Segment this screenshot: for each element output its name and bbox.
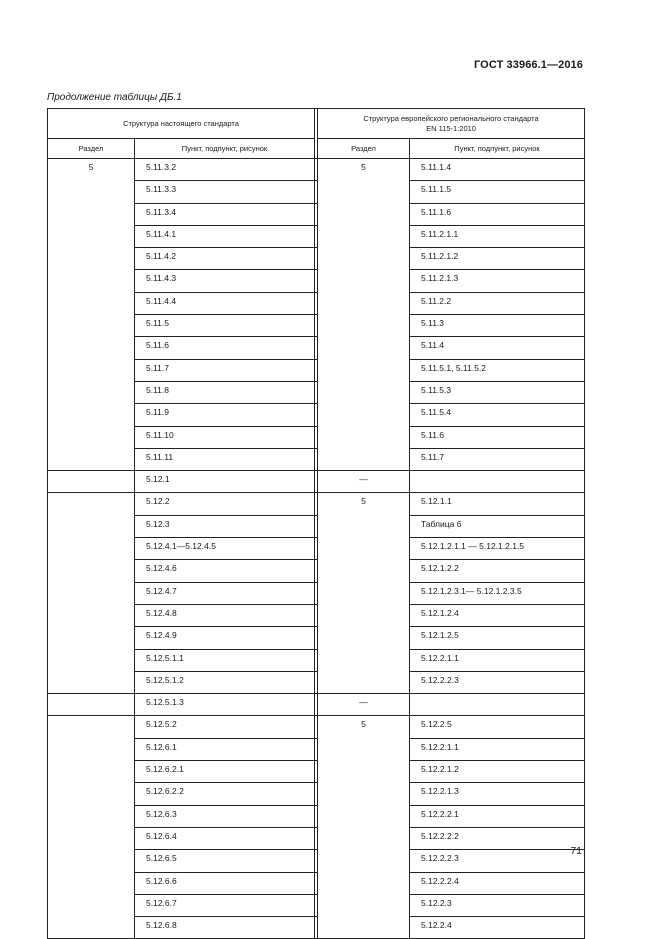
table-row xyxy=(48,426,585,448)
left-point-cell: 5.12.6.4 xyxy=(135,827,315,849)
table-row xyxy=(48,292,585,314)
table-row xyxy=(48,404,585,426)
left-section-cell xyxy=(48,381,135,403)
right-point-cell: 5.11.2.1.2 xyxy=(410,248,585,270)
left-point-cell: 5.12.3 xyxy=(135,515,315,537)
table-row xyxy=(48,560,585,582)
right-point-cell: Таблица 6 xyxy=(410,515,585,537)
left-section-cell xyxy=(48,738,135,760)
left-point-cell: 5.12.4.7 xyxy=(135,582,315,604)
right-point-cell: 5.12.1.2.1.1 — 5.12.1.2.1.5 xyxy=(410,538,585,560)
right-point-cell: 5.12.2.5 xyxy=(410,716,585,738)
right-section-cell xyxy=(318,315,410,337)
right-section-cell xyxy=(318,627,410,649)
table-row xyxy=(48,894,585,916)
right-section-cell xyxy=(318,225,410,247)
left-section-cell xyxy=(48,270,135,292)
right-section-cell xyxy=(318,761,410,783)
right-point-cell: 5.12.2.4 xyxy=(410,917,585,939)
right-section-cell xyxy=(318,181,410,203)
right-point-cell: 5.11.2.1.3 xyxy=(410,270,585,292)
left-section-cell xyxy=(48,493,135,515)
page-number: 71 xyxy=(570,845,582,857)
table-row xyxy=(48,917,585,939)
right-section-cell xyxy=(318,359,410,381)
right-point-cell: 5.11.5.3 xyxy=(410,381,585,403)
left-section-cell xyxy=(48,337,135,359)
right-section-cell xyxy=(318,560,410,582)
table-row xyxy=(48,181,585,203)
table-row xyxy=(48,203,585,225)
left-point-cell: 5.11.3.4 xyxy=(135,203,315,225)
table-row xyxy=(48,381,585,403)
right-point-cell: 5.12.2.2.2 xyxy=(410,827,585,849)
left-section-cell xyxy=(48,203,135,225)
left-section-cell xyxy=(48,783,135,805)
right-point-cell xyxy=(410,471,585,493)
right-point-cell: 5.12.1.2.2 xyxy=(410,560,585,582)
right-header-line2: EN 115-1:2010 xyxy=(426,123,476,133)
right-header-line1: Структура европейского регионального стандарта xyxy=(363,113,539,123)
table-row xyxy=(48,805,585,827)
left-point-cell: 5.12.2 xyxy=(135,493,315,515)
right-section-cell xyxy=(318,515,410,537)
left-point-cell: 5.11.8 xyxy=(135,381,315,403)
left-point-cell: 5.12.4.8 xyxy=(135,604,315,626)
table-row xyxy=(48,538,585,560)
left-point-cell: 5.12.4.9 xyxy=(135,627,315,649)
right-point-cell: 5.12.1.2.5 xyxy=(410,627,585,649)
left-section-cell xyxy=(48,448,135,470)
right-section-cell xyxy=(318,203,410,225)
left-section-cell: 5 xyxy=(48,159,135,181)
right-section-cell xyxy=(318,381,410,403)
table-row xyxy=(48,359,585,381)
document-code: ГОСТ 33966.1—2016 xyxy=(473,59,583,71)
left-point-cell: 5.12.1 xyxy=(135,471,315,493)
right-point-cell: 5.11.3 xyxy=(410,315,585,337)
left-point-cell: 5.11.4.1 xyxy=(135,225,315,247)
right-point-cell: 5.11.2.2 xyxy=(410,292,585,314)
left-section-cell xyxy=(48,805,135,827)
right-point-header: Пункт, подпункт, рисунок xyxy=(410,139,585,159)
right-point-cell: 5.11.1.5 xyxy=(410,181,585,203)
right-point-cell: 5.12.2.2.4 xyxy=(410,872,585,894)
left-section-cell xyxy=(48,872,135,894)
left-point-cell: 5.12.5.1.2 xyxy=(135,671,315,693)
right-section-cell xyxy=(318,582,410,604)
table-row xyxy=(48,515,585,537)
left-section-cell xyxy=(48,827,135,849)
left-point-cell: 5.11.7 xyxy=(135,359,315,381)
right-point-cell: 5.11.5.4 xyxy=(410,404,585,426)
right-point-cell: 5.12.2.1.3 xyxy=(410,783,585,805)
right-point-cell: 5.12.2.2.3 xyxy=(410,850,585,872)
correspondence-table xyxy=(47,108,585,939)
left-point-cell: 5.12.6.6 xyxy=(135,872,315,894)
left-point-cell: 5.12.4.1—5.12.4.5 xyxy=(135,538,315,560)
left-section-cell xyxy=(48,248,135,270)
left-section-cell xyxy=(48,671,135,693)
left-section-cell xyxy=(48,894,135,916)
left-section-cell xyxy=(48,471,135,493)
left-section-cell xyxy=(48,225,135,247)
right-section-cell xyxy=(318,738,410,760)
left-point-cell: 5.11.3.3 xyxy=(135,181,315,203)
right-section-cell xyxy=(318,292,410,314)
table-caption: Продолжение таблицы ДБ.1 xyxy=(47,92,182,103)
left-point-cell: 5.11.9 xyxy=(135,404,315,426)
right-point-cell: 5.12.2.3 xyxy=(410,894,585,916)
table-row xyxy=(48,582,585,604)
left-point-cell: 5.11.11 xyxy=(135,448,315,470)
table-row xyxy=(48,761,585,783)
left-point-cell: 5.12.5.1.3 xyxy=(135,694,315,716)
table-row xyxy=(48,225,585,247)
right-point-cell: 5.11.1.6 xyxy=(410,203,585,225)
right-point-cell: 5.12.2.1.2 xyxy=(410,761,585,783)
table-row xyxy=(48,783,585,805)
left-point-cell: 5.12.6.2.1 xyxy=(135,761,315,783)
left-section-cell xyxy=(48,404,135,426)
right-section-cell: — xyxy=(318,694,410,716)
right-structure-header xyxy=(318,109,585,139)
table-row xyxy=(48,827,585,849)
left-point-cell: 5.11.4.4 xyxy=(135,292,315,314)
right-section-cell xyxy=(318,850,410,872)
left-point-cell: 5.12.5.1.1 xyxy=(135,649,315,671)
right-point-cell: 5.11.6 xyxy=(410,426,585,448)
table-row xyxy=(48,337,585,359)
left-section-cell xyxy=(48,582,135,604)
right-point-cell: 5.11.5.1, 5.11.5.2 xyxy=(410,359,585,381)
left-point-cell: 5.11.10 xyxy=(135,426,315,448)
table-row xyxy=(48,738,585,760)
right-point-cell xyxy=(410,694,585,716)
table-row xyxy=(48,671,585,693)
table-row xyxy=(48,270,585,292)
right-point-cell: 5.12.2.2.3 xyxy=(410,671,585,693)
left-section-cell xyxy=(48,761,135,783)
left-point-cell: 5.12.6.3 xyxy=(135,805,315,827)
right-section-cell xyxy=(318,783,410,805)
right-section-cell xyxy=(318,538,410,560)
table-row xyxy=(48,248,585,270)
table-row xyxy=(48,159,585,181)
left-section-cell xyxy=(48,604,135,626)
right-section-cell xyxy=(318,604,410,626)
left-point-cell: 5.11.6 xyxy=(135,337,315,359)
right-point-cell: 5.12.2.2.1 xyxy=(410,805,585,827)
right-section-cell xyxy=(318,872,410,894)
left-point-cell: 5.12.6.1 xyxy=(135,738,315,760)
right-point-cell: 5.11.2.1.1 xyxy=(410,225,585,247)
left-section-cell xyxy=(48,850,135,872)
right-section-cell: 5 xyxy=(318,493,410,515)
left-structure-header: Структура настоящего стандарта xyxy=(48,109,315,139)
left-section-cell xyxy=(48,292,135,314)
table-row xyxy=(48,604,585,626)
right-point-cell: 5.12.2.1.1 xyxy=(410,738,585,760)
left-section-cell xyxy=(48,694,135,716)
right-section-cell xyxy=(318,270,410,292)
left-section-cell xyxy=(48,181,135,203)
table-row xyxy=(48,627,585,649)
right-section-cell xyxy=(318,248,410,270)
table-row xyxy=(48,471,585,493)
left-point-cell: 5.11.3.2 xyxy=(135,159,315,181)
right-point-cell: 5.12.1.1 xyxy=(410,493,585,515)
right-section-cell xyxy=(318,805,410,827)
right-section-cell xyxy=(318,649,410,671)
left-point-cell: 5.12.6.5 xyxy=(135,850,315,872)
table-row xyxy=(48,694,585,716)
left-point-cell: 5.11.4.2 xyxy=(135,248,315,270)
right-point-cell: 5.11.4 xyxy=(410,337,585,359)
table-row xyxy=(48,315,585,337)
right-section-cell: — xyxy=(318,471,410,493)
left-point-cell: 5.12.6.7 xyxy=(135,894,315,916)
table-row xyxy=(48,493,585,515)
left-point-header: Пункт, подпункт, рисунок xyxy=(135,139,315,159)
table-row xyxy=(48,716,585,738)
right-section-cell xyxy=(318,426,410,448)
left-point-cell: 5.12.5.2 xyxy=(135,716,315,738)
right-section-cell xyxy=(318,827,410,849)
right-section-cell xyxy=(318,448,410,470)
table-row xyxy=(48,850,585,872)
right-section-cell: 5 xyxy=(318,159,410,181)
table-row xyxy=(48,872,585,894)
right-point-cell: 5.12.1.2.3.1— 5.12.1.2.3.5 xyxy=(410,582,585,604)
right-section-header: Раздел xyxy=(318,139,410,159)
table-row xyxy=(48,448,585,470)
left-point-cell: 5.11.5 xyxy=(135,315,315,337)
right-point-cell: 5.12.1.2.4 xyxy=(410,604,585,626)
left-section-cell xyxy=(48,649,135,671)
right-point-cell: 5.11.7 xyxy=(410,448,585,470)
right-point-cell: 5.11.1.4 xyxy=(410,159,585,181)
left-point-cell: 5.12.6.2.2 xyxy=(135,783,315,805)
right-section-cell xyxy=(318,671,410,693)
left-section-cell xyxy=(48,426,135,448)
left-section-cell xyxy=(48,515,135,537)
left-section-cell xyxy=(48,716,135,738)
left-section-cell xyxy=(48,627,135,649)
right-section-cell xyxy=(318,894,410,916)
left-section-cell xyxy=(48,359,135,381)
right-section-cell xyxy=(318,404,410,426)
left-section-cell xyxy=(48,538,135,560)
left-section-cell xyxy=(48,560,135,582)
right-section-cell: 5 xyxy=(318,716,410,738)
table-row xyxy=(48,649,585,671)
left-point-cell: 5.12.4.6 xyxy=(135,560,315,582)
right-section-cell xyxy=(318,917,410,939)
left-section-cell xyxy=(48,917,135,939)
left-section-header: Раздел xyxy=(48,139,135,159)
right-section-cell xyxy=(318,337,410,359)
left-section-cell xyxy=(48,315,135,337)
left-point-cell: 5.11.4.3 xyxy=(135,270,315,292)
right-point-cell: 5.12.2.1.1 xyxy=(410,649,585,671)
left-point-cell: 5.12.6.8 xyxy=(135,917,315,939)
